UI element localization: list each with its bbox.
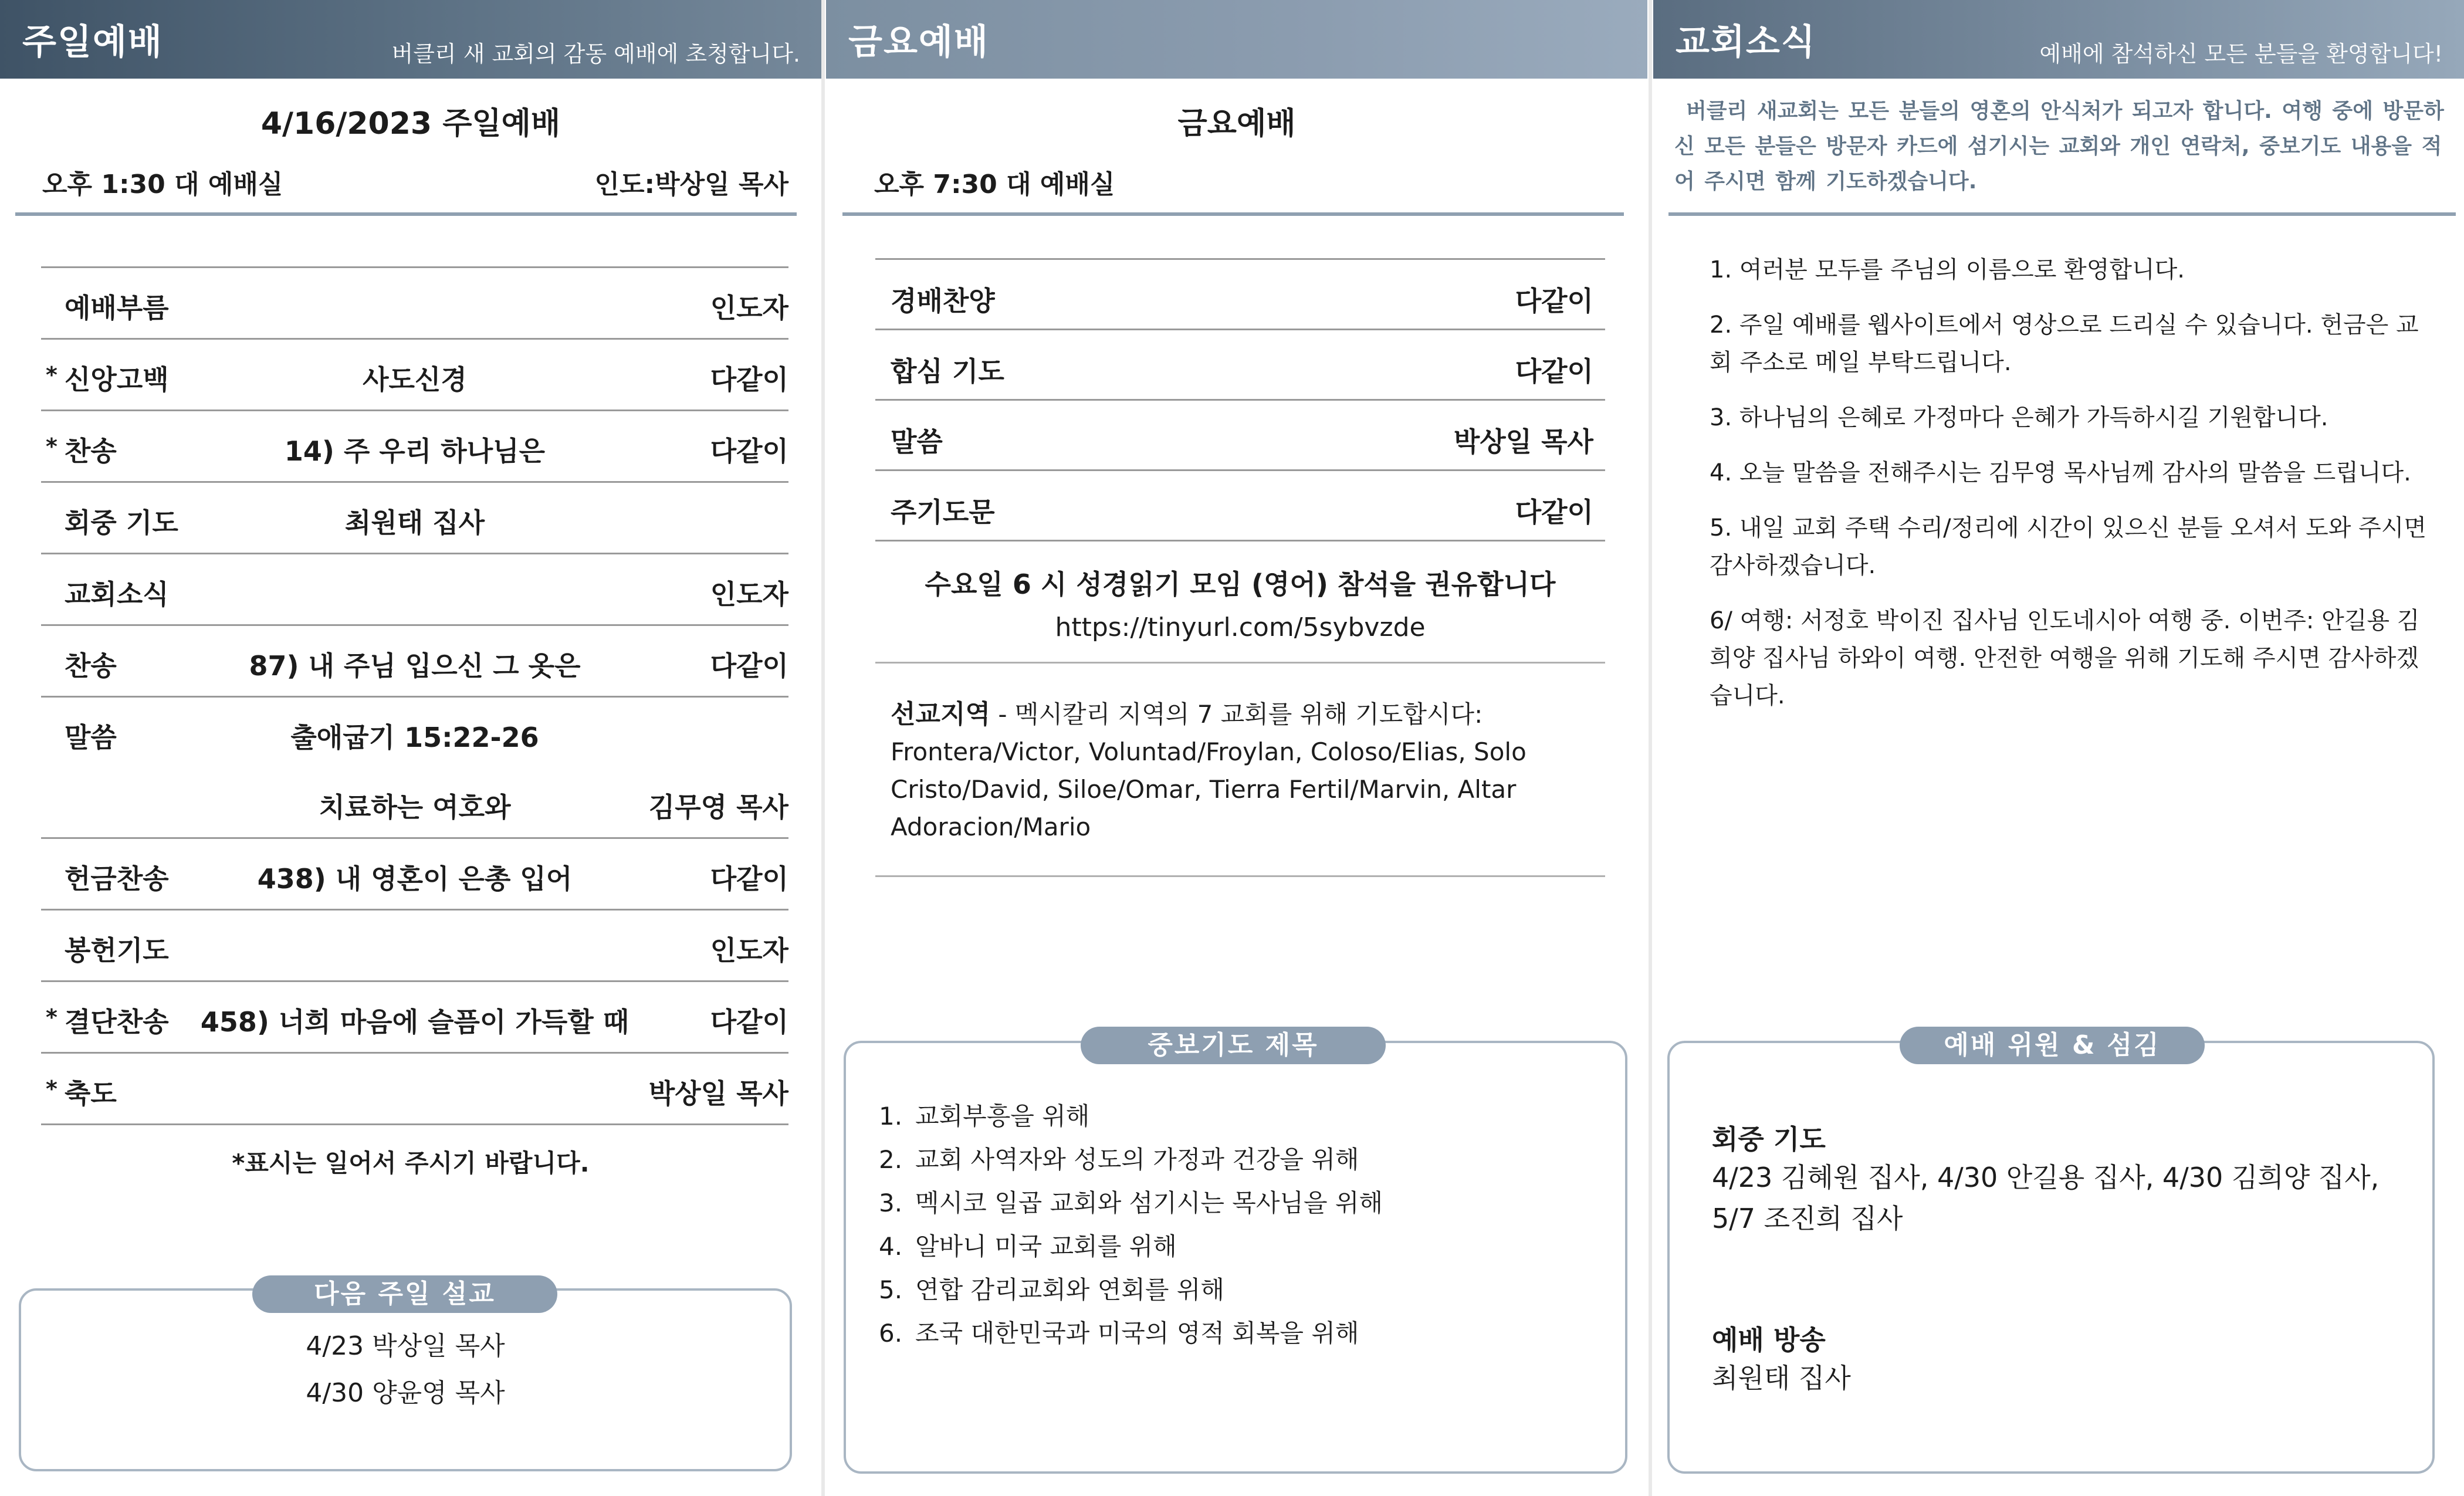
order-item-leader: 다같이	[710, 364, 788, 395]
news-item: 3. 하나님의 은혜로 가정마다 은혜가 가득하시길 기원합니다.	[1710, 404, 2328, 431]
mission-label: 선교지역	[891, 699, 991, 729]
news-item: 6/ 여행: 서정호 박이진 집사님 인도네시아 여행 중. 이번주: 안길용 김희양 집사님 하와이 여행. 안전한 여행을 위해 기도해 주시면 감사하겠습니다.	[1710, 607, 2420, 709]
order-item-leader: 다같이	[1515, 285, 1593, 317]
news-banner-subtitle: 예배에 참석하신 모든 분들을 환영합니다!	[2039, 41, 2443, 67]
friday-banner	[826, 0, 1647, 79]
order-item-leader: 인도자	[710, 292, 788, 324]
sunday-service-title: 4/16/2023 주일예배	[260, 106, 561, 141]
order-item-content: 14) 주 우리 하나님은	[284, 435, 546, 467]
sunday-panel	[0, 0, 821, 1496]
bible-study-text: 수요일 6 시 성경읽기 모임 (영어) 참석을 권유합니다	[925, 568, 1556, 600]
order-item-content: 사도신경	[363, 364, 467, 395]
prayer-heading: 회중 기도	[1712, 1123, 1826, 1155]
sunday-banner	[0, 0, 821, 79]
list-text: 알바니 미국 교회를 위해	[915, 1232, 1177, 1261]
list-item	[879, 1097, 1612, 1140]
order-item-leader: 다같이	[1515, 356, 1593, 387]
order-item-name: 말씀	[65, 722, 117, 753]
worship-staff-box	[1667, 1041, 2435, 1474]
worship-staff-title: 예배 위원 & 섬김	[1900, 1027, 2205, 1064]
order-item-name: 봉헌기도	[65, 935, 169, 966]
list-item	[879, 1184, 1612, 1227]
section-divider	[875, 662, 1605, 664]
news-panel	[1653, 0, 2464, 1496]
list-text: 조국 대한민국과 미국의 영적 회복을 위해	[915, 1319, 1359, 1348]
list-item	[879, 1227, 1612, 1271]
order-item-name: 회중 기도	[65, 507, 178, 539]
list-item	[879, 1140, 1612, 1184]
standing-mark: *	[46, 434, 57, 459]
order-item-name: 주기도문	[891, 496, 995, 528]
friday-panel	[826, 0, 1647, 1496]
order-item-content: 438) 내 영혼이 은총 입어	[257, 863, 573, 895]
order-item-leader: 다같이	[710, 1006, 788, 1038]
order-row	[41, 554, 788, 626]
list-number: 6.	[879, 1319, 903, 1348]
panel-divider	[821, 0, 825, 1496]
list-text: 교회부흥을 위해	[915, 1102, 1090, 1131]
order-row	[875, 401, 1605, 471]
order-item-leader: 인도자	[710, 578, 788, 610]
list-text: 교회 사역자와 성도의 가정과 건강을 위해	[915, 1145, 1359, 1174]
mission-text: - 멕시칼리 지역의 7 교회를 위해 기도합시다: Frontera/Victor, Voluntad/Froylan, Coloso/Elias, Solo Cristo/David, Siloe/Omar, Tierra Fertil/Marvin, Altar Adoracion/Mario	[891, 700, 1527, 841]
news-list	[1710, 251, 2435, 732]
order-item-name: 결단찬송	[65, 1006, 169, 1038]
order-item-leader: 박상일 목사	[1453, 426, 1593, 458]
mission-notice	[891, 696, 1599, 846]
order-item-name: 헌금찬송	[65, 863, 169, 895]
order-row	[41, 839, 788, 911]
broadcast-heading: 예배 방송	[1712, 1324, 1826, 1356]
order-item-name: 교회소식	[65, 578, 169, 610]
news-item: 5. 내일 교회 주택 수리/정리에 시간이 있으신 분들 오셔서 도와 주시면 감사하겠습니다.	[1710, 515, 2427, 579]
order-item-leader: 인도자	[710, 935, 788, 966]
news-banner	[1653, 0, 2464, 79]
order-item-leader: 박상일 목사	[648, 1078, 788, 1109]
panel-divider	[1649, 0, 1652, 1496]
standing-mark: *	[46, 1004, 57, 1030]
news-banner-title: 교회소식	[1676, 22, 1816, 63]
order-row	[41, 626, 788, 698]
order-item-content: 458) 너희 마음에 슬픔이 가득할 때	[200, 1006, 629, 1038]
prayer-schedule: 4/23 김혜원 집사, 4/30 안길용 집사, 4/30 김희양 집사, 5/7 조진희 집사	[1712, 1162, 2380, 1234]
order-row	[41, 411, 788, 483]
bible-study-notice	[875, 563, 1605, 642]
order-item-content: 치료하는 여호와	[319, 791, 511, 823]
order-item-name: 축도	[65, 1078, 117, 1109]
bible-study-link[interactable]: https://tinyurl.com/5sybvzde	[1055, 612, 1426, 642]
next-sermon-title: 다음 주일 설교	[252, 1275, 557, 1313]
sunday-banner-title: 주일예배	[22, 22, 163, 63]
list-item	[879, 1314, 1612, 1358]
sunday-order-table	[41, 266, 788, 1125]
order-row	[41, 483, 788, 554]
order-item-content: 87) 내 주님 입으신 그 옷은	[249, 650, 581, 682]
sunday-banner-subtitle: 버클리 새 교회의 감동 예배에 초청합니다.	[391, 41, 800, 67]
list-number: 2.	[879, 1145, 903, 1174]
section-divider	[875, 875, 1605, 877]
friday-order-table	[875, 258, 1605, 541]
welcome-intro: 버클리 새교회는 모든 분들의 영혼의 안식처가 되고자 합니다. 여행 중에 방문하신 모든 분들은 방문자 카드에 섬기시는 교회와 개인 연락처, 중보기도 내용을 적어 주시면 함께 기도하겠습니다.	[1674, 99, 2444, 194]
order-row	[41, 1054, 788, 1125]
order-item-name: 찬송	[65, 435, 117, 467]
order-item-leader: 다같이	[710, 863, 788, 895]
order-row	[875, 471, 1605, 541]
broadcast-person: 최원태 집사	[1712, 1362, 1851, 1394]
prayer-list	[879, 1097, 1612, 1358]
standing-mark: *	[46, 1076, 57, 1102]
order-item-name: 찬송	[65, 650, 117, 682]
list-number: 3.	[879, 1189, 903, 1217]
news-item: 2. 주일 예배를 웹사이트에서 영상으로 드리실 수 있습니다. 헌금은 교회 주소로 메일 부탁드립니다.	[1710, 312, 2419, 376]
order-row	[41, 340, 788, 411]
order-row	[41, 982, 788, 1054]
order-row	[41, 911, 788, 982]
order-item-name: 예배부름	[65, 292, 169, 324]
news-item: 1. 여러분 모두를 주님의 이름으로 환영합니다.	[1710, 256, 2185, 283]
next-sermon-line: 4/23 박상일 목사	[306, 1331, 505, 1361]
order-item-content: 최원태 집사	[344, 507, 485, 539]
list-text: 연합 감리교회와 연회를 위해	[915, 1275, 1224, 1304]
order-item-leader: 김무영 목사	[648, 791, 788, 823]
sunday-time-place: 오후 1:30 대 예배실	[42, 170, 283, 199]
order-item-name: 합심 기도	[891, 356, 1004, 387]
order-row	[875, 260, 1605, 330]
sunday-leader: 인도:박상일 목사	[594, 170, 788, 199]
list-number: 4.	[879, 1232, 903, 1261]
list-number: 1.	[879, 1102, 903, 1131]
order-item-name: 말씀	[891, 426, 943, 458]
order-row	[41, 767, 788, 839]
order-item-leader: 다같이	[710, 435, 788, 467]
list-text: 멕시코 일곱 교회와 섬기시는 목사님을 위해	[915, 1189, 1383, 1217]
news-divider	[1668, 212, 2456, 216]
next-sermon-box	[19, 1288, 792, 1471]
order-item-name: 신앙고백	[65, 364, 169, 395]
list-item	[879, 1271, 1612, 1314]
friday-service-title: 금요예배	[1177, 106, 1296, 141]
order-item-leader: 다같이	[710, 650, 788, 682]
sunday-divider	[15, 212, 797, 216]
order-row	[875, 330, 1605, 401]
friday-divider	[842, 212, 1624, 216]
order-item-name: 경배찬양	[891, 285, 995, 317]
order-row	[41, 268, 788, 340]
news-item: 4. 오늘 말씀을 전해주시는 김무영 목사님께 감사의 말씀을 드립니다.	[1710, 459, 2411, 486]
prayer-requests-title: 중보기도 제목	[1081, 1027, 1386, 1064]
friday-banner-title: 금요예배	[848, 22, 989, 63]
standing-note: *표시는 일어서 주시기 바랍니다.	[232, 1149, 590, 1177]
order-item-content: 출애굽기 15:22-26	[290, 722, 539, 753]
order-item-leader: 다같이	[1515, 496, 1593, 528]
friday-time-place: 오후 7:30 대 예배실	[874, 170, 1115, 199]
list-number: 5.	[879, 1275, 903, 1304]
next-sermon-line: 4/30 양윤영 목사	[306, 1378, 505, 1408]
standing-mark: *	[46, 362, 57, 388]
order-row	[41, 698, 788, 767]
